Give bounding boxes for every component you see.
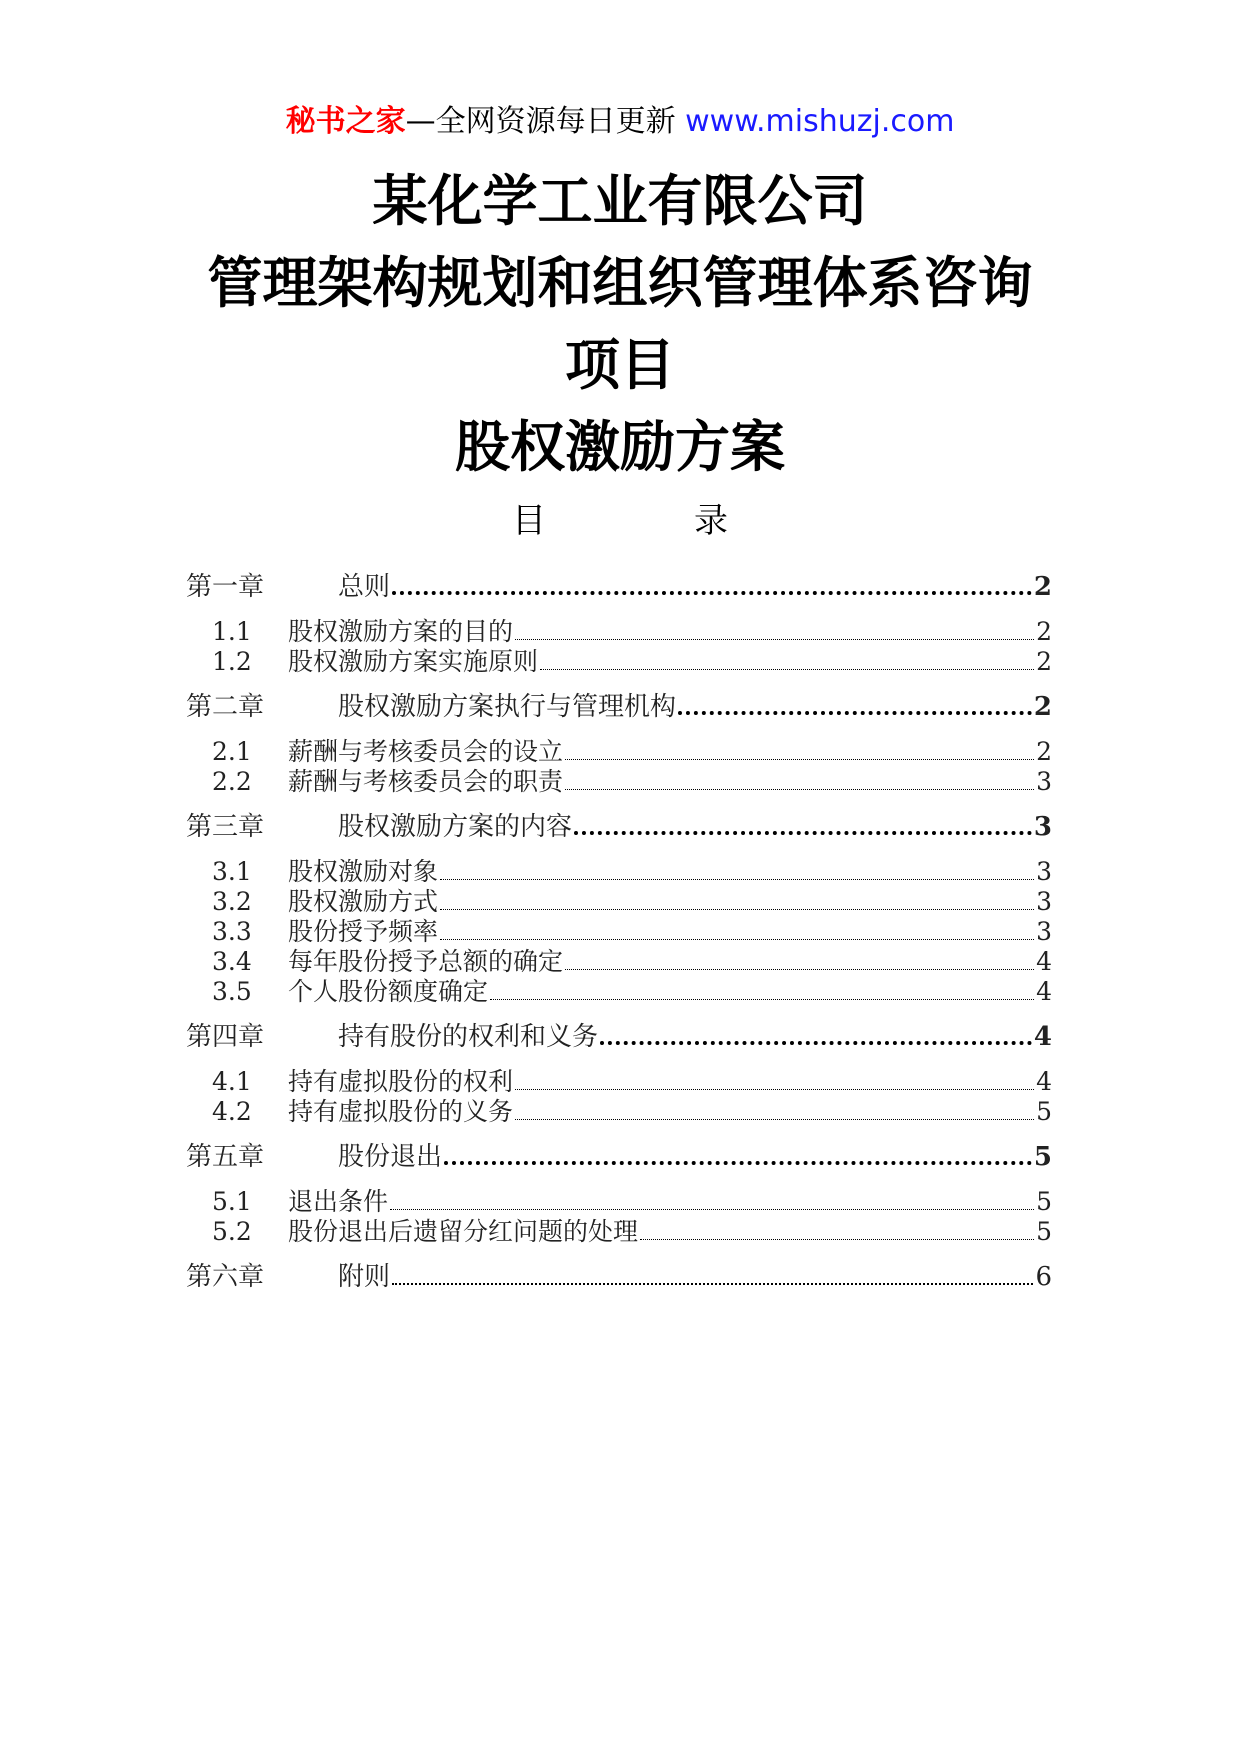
site-banner (0, 100, 1240, 144)
toc-section-entry[interactable] (186, 976, 1052, 1008)
toc-section-entry[interactable] (186, 886, 1052, 918)
toc-entry-number: 第五章 (186, 1142, 265, 1172)
toc-entry-number: 3.1 (212, 857, 252, 886)
toc-dot-leader (444, 1160, 1032, 1165)
toc-entry-number: 2.1 (212, 737, 252, 766)
toc-section-entry[interactable] (186, 1096, 1052, 1128)
toc-entry-title: 持有虚拟股份的权利 (288, 1067, 514, 1096)
toc-entry-title: 股权激励方案的目的 (288, 617, 514, 646)
toc-entry-number: 3.4 (212, 947, 252, 976)
toc-section-entry[interactable] (186, 1186, 1052, 1218)
toc-entry-number: 第六章 (186, 1262, 265, 1292)
toc-dot-leader (574, 830, 1032, 835)
toc-entry-title: 退出条件 (288, 1187, 389, 1216)
toc-chapter-entry[interactable] (186, 1258, 1052, 1296)
toc-entry-title: 股权激励方式 (288, 887, 439, 916)
toc-chapter-entry[interactable] (186, 688, 1052, 726)
toc-entry-page: 2 (1036, 647, 1052, 676)
toc-entry-page: 4 (1033, 1022, 1052, 1052)
toc-entry-page: 5 (1033, 1142, 1052, 1172)
toc-entry-number: 1.2 (212, 647, 252, 676)
toc-heading-char: 录 (694, 501, 728, 541)
toc-entry-title: 股份退出 (338, 1142, 443, 1172)
toc-section-entry[interactable] (186, 766, 1052, 798)
toc-chapter-entry[interactable] (186, 1138, 1052, 1176)
toc-section-entry[interactable] (186, 1216, 1052, 1248)
toc-dot-leader (565, 968, 1034, 970)
toc-entry-title: 股权激励方案执行与管理机构 (338, 692, 677, 722)
toc-heading (0, 496, 1240, 546)
toc-entry-title: 持有股份的权利和义务 (338, 1022, 599, 1052)
toc-chapter-entry[interactable] (186, 808, 1052, 846)
toc-entry-number: 5.2 (212, 1217, 252, 1246)
toc-dot-leader (392, 590, 1032, 595)
toc-entry-title: 薪酬与考核委员会的设立 (288, 737, 564, 766)
toc-entry-title: 个人股份额度确定 (288, 977, 489, 1006)
toc-entry-title: 持有虚拟股份的义务 (288, 1097, 514, 1126)
toc-entry-number: 3.5 (212, 977, 252, 1006)
toc-entry-title: 股权激励对象 (288, 857, 439, 886)
banner-slogan: —全网资源每日更新 (405, 104, 676, 139)
document-title (0, 160, 1240, 488)
toc-section-entry[interactable] (186, 856, 1052, 888)
title-line-project: 管理架构规划和组织管理体系咨询 (207, 251, 1033, 315)
toc-section-entry[interactable] (186, 616, 1052, 648)
toc-entry-title: 股份退出后遗留分红问题的处理 (288, 1217, 639, 1246)
toc-dot-leader (440, 938, 1034, 940)
title-line-subject: 股权激励方案 (454, 415, 785, 479)
toc-entry-page: 2 (1036, 737, 1052, 766)
toc-entry-page: 2 (1033, 692, 1052, 722)
toc-section-entry[interactable] (186, 646, 1052, 678)
toc-dot-leader (515, 638, 1034, 640)
toc-entry-title: 股权激励方案的内容 (338, 812, 573, 842)
toc-entry-title: 附则 (338, 1262, 391, 1292)
toc-entry-page: 5 (1036, 1217, 1052, 1246)
toc-dot-leader (440, 878, 1034, 880)
toc-entry-page: 3 (1036, 857, 1052, 886)
toc-entry-page: 5 (1036, 1187, 1052, 1216)
toc-entry-page: 2 (1036, 617, 1052, 646)
toc-dot-leader (392, 1282, 1033, 1285)
toc-entry-number: 第一章 (186, 572, 265, 602)
toc-section-entry[interactable] (186, 946, 1052, 978)
toc-entry-number: 3.3 (212, 917, 252, 946)
banner-url-link[interactable]: www.mishuzj.com (685, 104, 955, 139)
toc-entry-number: 5.1 (212, 1187, 252, 1216)
toc-entry-page: 6 (1035, 1262, 1052, 1292)
toc-entry-number: 4.2 (212, 1097, 252, 1126)
toc-dot-leader (515, 1118, 1034, 1120)
toc-dot-leader (490, 998, 1034, 1000)
toc-dot-leader (565, 788, 1034, 790)
toc-dot-leader (540, 668, 1034, 670)
toc-entry-number: 4.1 (212, 1067, 252, 1096)
toc-section-entry[interactable] (186, 1066, 1052, 1098)
toc-chapter-entry[interactable] (186, 568, 1052, 606)
toc-entry-title: 总则 (338, 572, 391, 602)
title-line-project-cont: 项目 (564, 333, 675, 397)
title-line-company: 某化学工业有限公司 (372, 169, 868, 233)
toc-section-entry[interactable] (186, 736, 1052, 768)
toc-dot-leader (640, 1238, 1034, 1240)
toc-entry-page: 4 (1036, 977, 1052, 1006)
toc-entry-title: 每年股份授予总额的确定 (288, 947, 564, 976)
toc-entry-page: 3 (1036, 917, 1052, 946)
banner-brand: 秘书之家 (285, 104, 406, 139)
toc-entry-number: 3.2 (212, 887, 252, 916)
toc-entry-page: 2 (1033, 572, 1052, 602)
toc-dot-leader (565, 758, 1034, 760)
toc-entry-number: 1.1 (212, 617, 252, 646)
toc-chapter-entry[interactable] (186, 1018, 1052, 1056)
toc-entry-number: 第四章 (186, 1022, 265, 1052)
toc-entry-page: 3 (1036, 767, 1052, 796)
toc-entry-number: 第三章 (186, 812, 265, 842)
toc-entry-number: 第二章 (186, 692, 265, 722)
toc-dot-leader (678, 710, 1032, 715)
toc-entry-page: 5 (1036, 1097, 1052, 1126)
toc-entry-page: 3 (1036, 887, 1052, 916)
toc-entry-page: 3 (1033, 812, 1052, 842)
toc-entry-page: 4 (1036, 947, 1052, 976)
toc-dot-leader (440, 908, 1034, 910)
toc-entry-title: 股权激励方案实施原则 (288, 647, 539, 676)
toc-heading-char: 目 (512, 501, 546, 541)
toc-entry-page: 4 (1036, 1067, 1052, 1096)
toc-dot-leader (390, 1208, 1034, 1210)
toc-entry-title: 股份授予频率 (288, 917, 439, 946)
toc-entry-title: 薪酬与考核委员会的职责 (288, 767, 564, 796)
toc-entry-number: 2.2 (212, 767, 252, 796)
toc-dot-leader (600, 1040, 1032, 1045)
toc-section-entry[interactable] (186, 916, 1052, 948)
toc-dot-leader (515, 1088, 1034, 1090)
